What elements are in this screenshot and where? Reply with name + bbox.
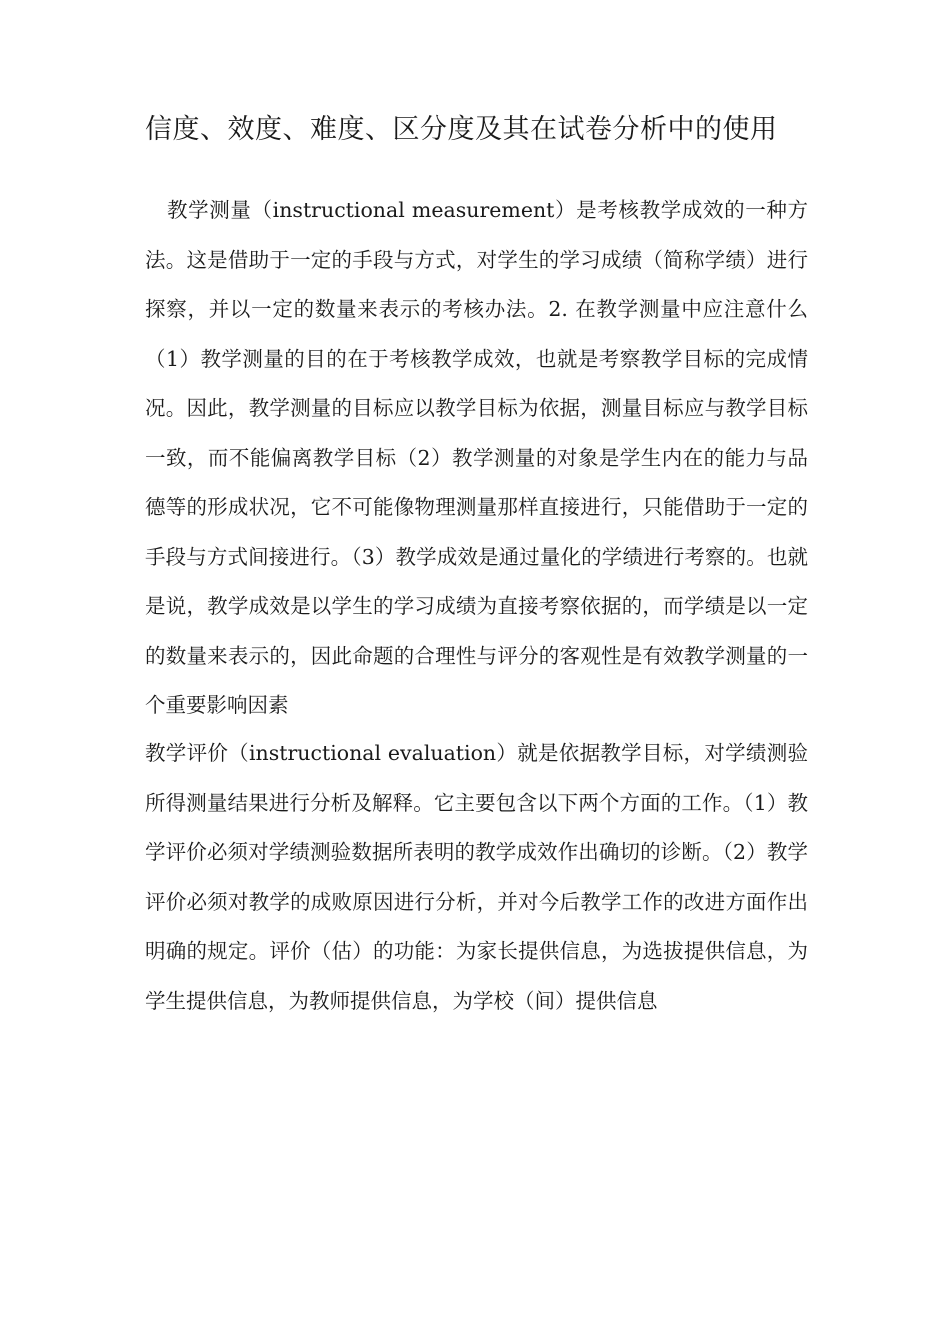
paragraph-instructional-evaluation: 教学评价（instructional evaluation）就是依据教学目标，对学绩测验所得测量结果进行分析及解释。它主要包含以下两个方面的工作。（1）教学评价必须对学绩测验数据所表明的教学成效作出确切的诊断。（2）教学评价必须对教学的成败原因进行分析，并对今后教学工作的改进方面作出明确的规定。评价（估）的功能：为家长提供信息，为选拔提供信息，为学生提供信息，为教师提供信息，为学校（间）提供信息 bbox=[145, 741, 808, 1013]
document-title: 信度、效度、难度、区分度及其在试卷分析中的使用 bbox=[145, 114, 778, 145]
paragraph-instructional-measurement: 教学测量（instructional measurement）是考核教学成效的一种方法。这是借助于一定的手段与方式，对学生的学习成绩（简称学绩）进行探察，并以一定的数量来表示的考核办法。2. 在教学测量中应注意什么（1）教学测量的目的在于考核教学成效，也就是考察教学目标的完成情况。因此，教学测量的目标应以教学目标为依据，测量目标应与教学目标一致，而不能偏离教学目标（2）教学测量的对象是学生内在的能力与品德等的形成状况，它不可能像物理测量那样直接进行，只能借助于一定的手段与方式间接进行。（3）教学成效是通过量化的学绩进行考察的。也就是说，教学成效是以学生的学习成绩为直接考察依据的，而学绩是以一定的数量来表示的，因此命题的合理性与评分的客观性是有效教学测量的一个重要影响因素 bbox=[145, 198, 808, 717]
